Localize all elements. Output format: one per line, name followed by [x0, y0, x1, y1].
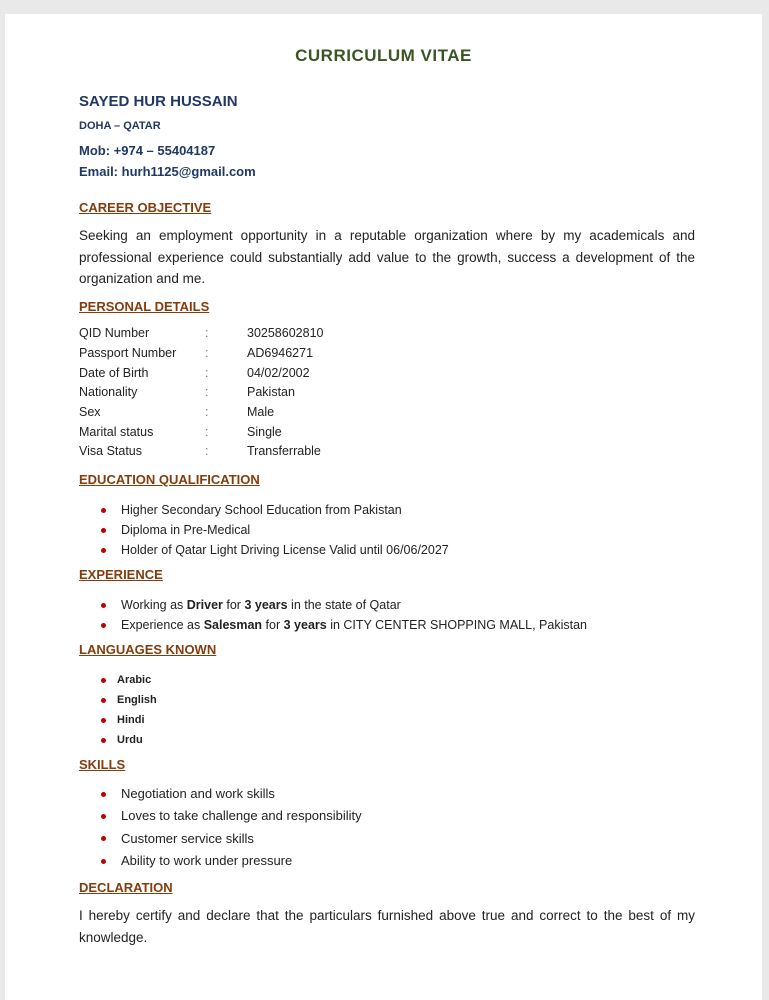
- bullet-icon: [101, 698, 106, 703]
- detail-separator: :: [205, 405, 209, 419]
- document-title: CURRICULUM VITAE: [295, 46, 472, 65]
- list-item: Negotiation and work skills: [121, 783, 362, 805]
- candidate-name: SAYED HUR HUSSAIN: [79, 93, 238, 110]
- cv-page: [5, 14, 762, 1000]
- list-item: Arabic: [117, 670, 157, 690]
- detail-separator: :: [205, 326, 209, 340]
- detail-value: 04/02/2002: [247, 366, 310, 380]
- detail-value: Pakistan: [247, 385, 295, 399]
- detail-separator: :: [205, 346, 209, 360]
- list-item: Loves to take challenge and responsibility: [121, 805, 362, 827]
- bullet-icon: [101, 718, 106, 723]
- career-objective-heading: CAREER OBJECTIVE: [79, 200, 212, 215]
- languages-heading: LANGUAGES KNOWN: [79, 642, 217, 657]
- candidate-mobile: Mob: +974 – 55404187: [79, 143, 216, 158]
- list-item: Ability to work under pressure: [121, 850, 362, 872]
- detail-label: Date of Birth: [79, 366, 149, 380]
- list-item: Hindi: [117, 710, 157, 730]
- bullet-icon: [101, 738, 106, 743]
- experience-list: [121, 595, 587, 635]
- detail-value: Male: [247, 405, 275, 419]
- bullet-icon: [101, 548, 106, 553]
- languages-list: [117, 670, 157, 750]
- bullet-icon: [101, 814, 106, 819]
- skills-list: [121, 783, 362, 872]
- detail-separator: :: [205, 444, 209, 458]
- list-item: English: [117, 690, 157, 710]
- detail-separator: :: [205, 425, 209, 439]
- detail-value: AD6946271: [247, 346, 314, 360]
- bullet-icon: [101, 678, 106, 683]
- bullet-icon: [101, 603, 106, 608]
- education-list: [121, 500, 449, 560]
- bullet-icon: [101, 859, 106, 864]
- education-heading: EDUCATION QUALIFICATION: [79, 472, 260, 487]
- detail-label: Visa Status: [79, 444, 143, 458]
- detail-separator: :: [205, 385, 209, 399]
- bullet-icon: [101, 528, 106, 533]
- skills-heading: SKILLS: [79, 757, 126, 772]
- detail-label: Sex: [79, 405, 101, 419]
- list-item: Holder of Qatar Light Driving License Valid until 06/06/2027: [121, 540, 449, 560]
- detail-label: Nationality: [79, 385, 138, 399]
- detail-separator: :: [205, 366, 209, 380]
- list-item: Working as Driver for 3 years in the state of Qatar: [121, 595, 587, 615]
- detail-label: Passport Number: [79, 346, 177, 360]
- declaration-text: I hereby certify and declare that the particulars furnished above true and correct to the best of my knowledge.: [79, 908, 695, 945]
- detail-label: Marital status: [79, 425, 154, 439]
- career-objective-text: Seeking an employment opportunity in a reputable organization where by my academicals and professional experience could substantially add value to the growth, success a development of the organization and me.: [79, 228, 695, 286]
- list-item: Diploma in Pre-Medical: [121, 520, 449, 540]
- bullet-icon: [101, 792, 106, 797]
- list-item: Higher Secondary School Education from Pakistan: [121, 500, 449, 520]
- personal-details-heading: PERSONAL DETAILS: [79, 299, 210, 314]
- bullet-icon: [101, 508, 106, 513]
- list-item: Experience as Salesman for 3 years in CITY CENTER SHOPPING MALL, Pakistan: [121, 615, 587, 635]
- bullet-icon: [101, 623, 106, 628]
- detail-value: Transferrable: [247, 444, 321, 458]
- list-item: Urdu: [117, 730, 157, 750]
- candidate-location: DOHA – QATAR: [79, 120, 161, 132]
- detail-label: QID Number: [79, 326, 150, 340]
- experience-heading: EXPERIENCE: [79, 567, 163, 582]
- detail-value: Single: [247, 425, 282, 439]
- bullet-icon: [101, 836, 106, 841]
- declaration-heading: DECLARATION: [79, 880, 173, 895]
- list-item: Customer service skills: [121, 828, 362, 850]
- detail-value: 30258602810: [247, 326, 324, 340]
- candidate-email: Email: hurh1125@gmail.com: [79, 164, 256, 179]
